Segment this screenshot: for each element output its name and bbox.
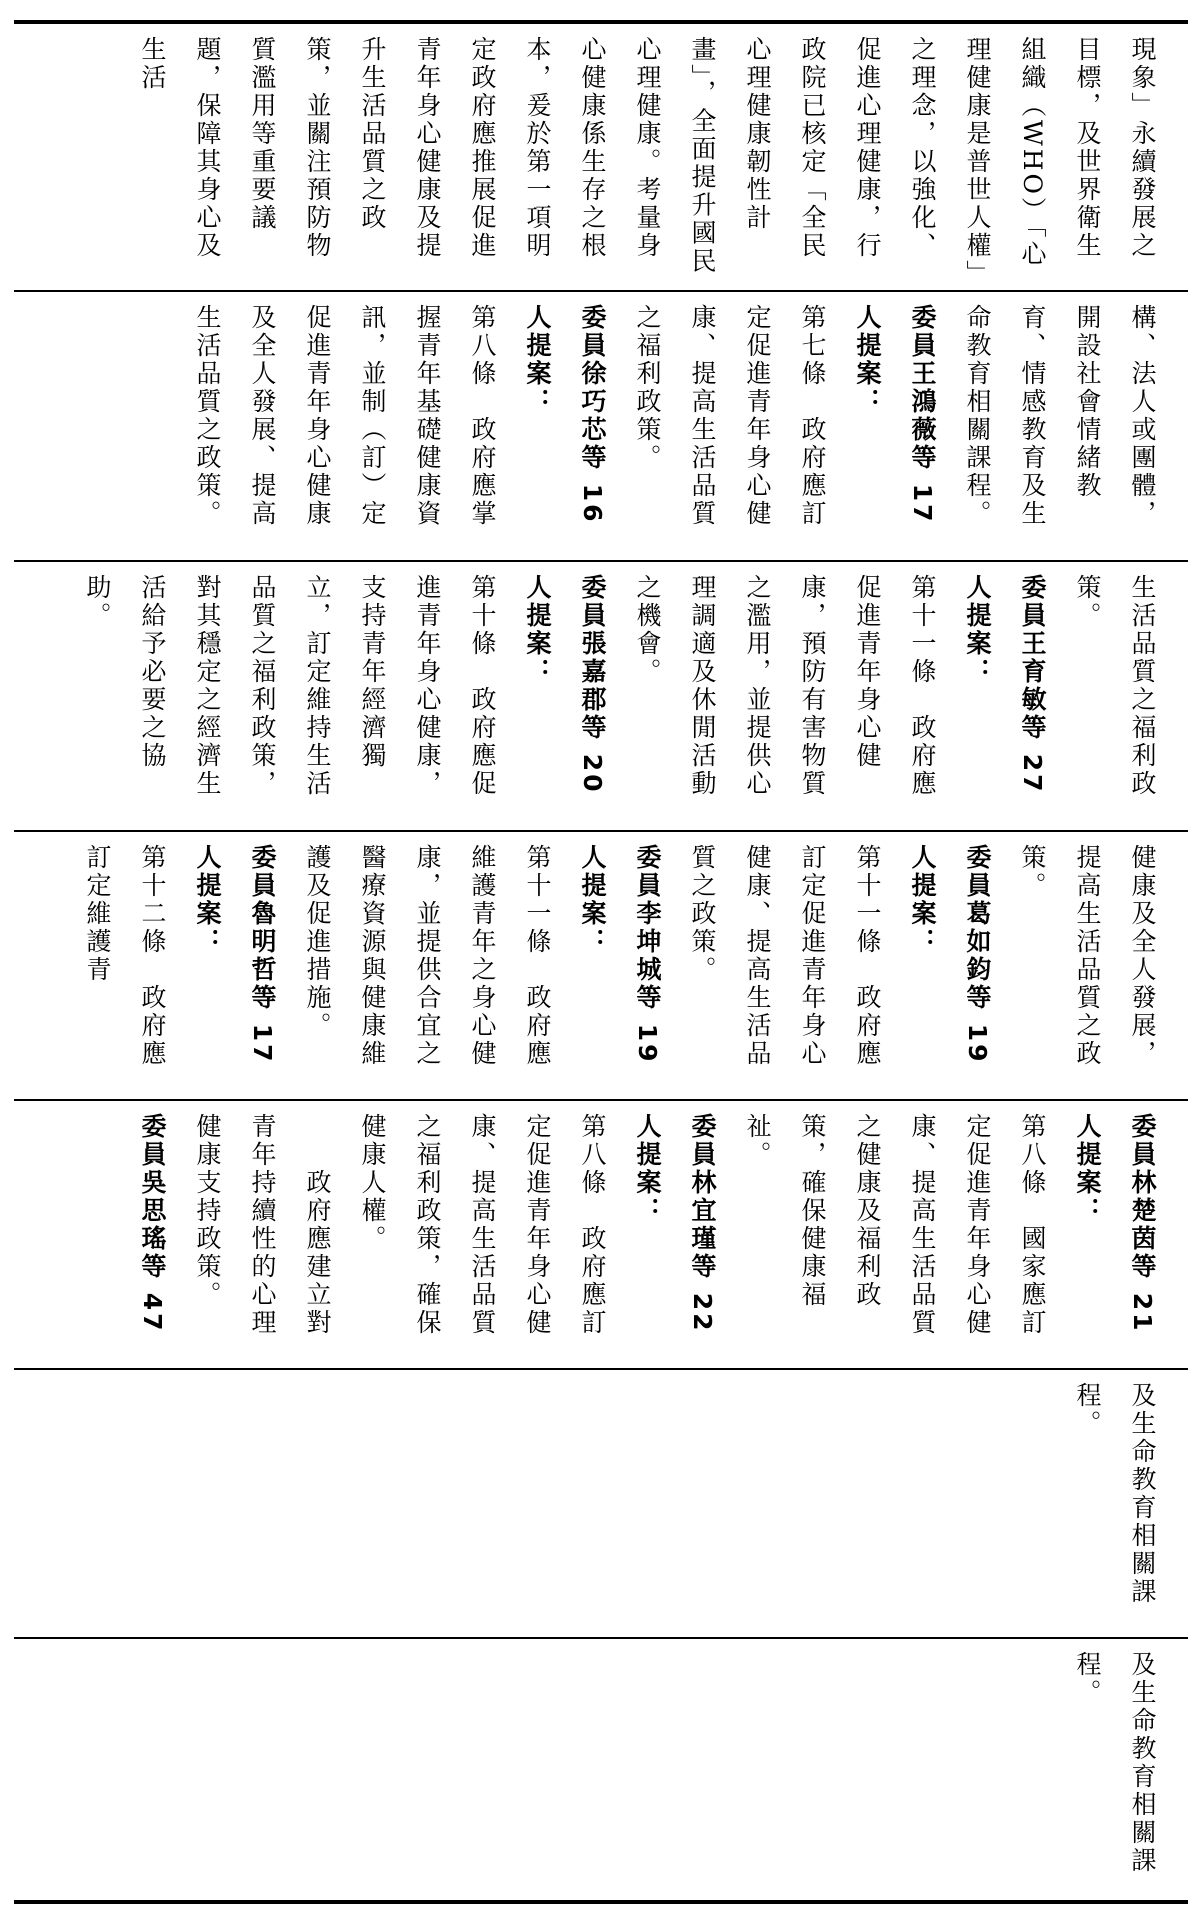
clause-text: 第十一條 政府應促進青年身心健康，預防有害物質之濫用，並提供心理調適及休閒活動之機會。 (633, 574, 937, 798)
proposal-heading: 委員李坤城等 19 人提案： (578, 844, 662, 1077)
clause-text: 第十一條 政府應維護青年之身心健康，並提供合宜之醫療資源與健康維護及促進措施。 (303, 844, 552, 1068)
clause-text: 政府應建立對青年持續性的心理健康支持政策。 (193, 1113, 332, 1337)
clause-text: 及生命教育相關課程。 (1073, 1651, 1157, 1875)
proposal-heading: 委員林宜瑾等 22 人提案： (633, 1113, 717, 1346)
clause-text: 生活品質之福利政策。 (1073, 574, 1157, 798)
text-row (14, 1101, 1188, 1368)
text-row (14, 832, 1188, 1099)
proposal-heading: 委員吳思瑤等 47 (138, 1113, 167, 1334)
text-row (14, 1370, 1188, 1637)
vertical-text-block (125, 1113, 1170, 1356)
clause-text: 第十一條 政府應訂定促進青年身心健康、提高生活品質之政策。 (688, 844, 882, 1068)
clause-text: 第十二條 政府應訂定維護青 (83, 844, 167, 1068)
vertical-text-block (1060, 1651, 1170, 1888)
vertical-text-block (70, 574, 1170, 818)
clause-text: 第八條 政府應訂定促進青年身心健康、提高生活品質之福利政策，確保健康人權。 (358, 1113, 607, 1337)
clause-text: 第八條 政府應掌握青年基礎健康資訊，並制（訂）定促進青年身心健康及全人發展、提高生活品質之政策。 (193, 304, 497, 528)
proposal-heading: 委員王育敏等 27 人提案： (963, 574, 1047, 807)
text-row (14, 292, 1188, 560)
text-row (14, 562, 1188, 830)
vertical-text-block (125, 36, 1170, 278)
clause-text: 健康及全人發展，提高生活品質之政策。 (1018, 844, 1157, 1068)
clause-text: 第十條 政府應促進青年身心健康，支持青年經濟獨立，訂定維持生活品質之福利政策，對其穩定之經濟生活給予必要之協助。 (83, 574, 497, 798)
proposal-heading: 委員魯明哲等 17 人提案： (193, 844, 277, 1077)
proposal-heading: 委員張嘉郡等 20 人提案： (523, 574, 607, 807)
clause-text: 及生命教育相關課程。 (1073, 1382, 1157, 1606)
proposal-heading: 委員徐巧芯等 16 人提案： (523, 304, 607, 537)
vertical-text-block (70, 844, 1170, 1087)
vertical-text-block (180, 304, 1170, 548)
clause-text: 構、法人或團體，開設社會情緒教育、情感教育及生命教育相關課程。 (963, 304, 1157, 528)
text-row (14, 1639, 1188, 1900)
clause-text: 現象」永續發展之目標，及世界衛生組織（WHO）「心理健康是普世人權」之理念，以強化、促進心理健康，行政院已核定「全民心理健康韌性計畫」，全面提升國民心理健康。考量身心健康係生存之根本，爰於第一項明定政府應推展促進青年身心健康及提升生活品質之政策，並關注預防物質濫用等重要議題，保障其身心及生活 (138, 36, 1157, 276)
bottom-rule (14, 1900, 1188, 1904)
proposal-heading: 委員王鴻薇等 17 人提案： (853, 304, 937, 537)
proposal-heading: 委員葛如鈞等 19 人提案： (908, 844, 992, 1077)
clause-text: 第七條 政府應訂定促進青年身心健康、提高生活品質之福利政策。 (633, 304, 827, 528)
clause-text: 第八條 國家應訂定促進青年身心健康、提高生活品質之健康及福利政策，確保健康福祉。 (743, 1113, 1047, 1337)
proposal-heading: 委員林楚茵等 21 人提案： (1073, 1113, 1157, 1346)
text-row (14, 24, 1188, 290)
vertical-text-block (1060, 1382, 1170, 1625)
